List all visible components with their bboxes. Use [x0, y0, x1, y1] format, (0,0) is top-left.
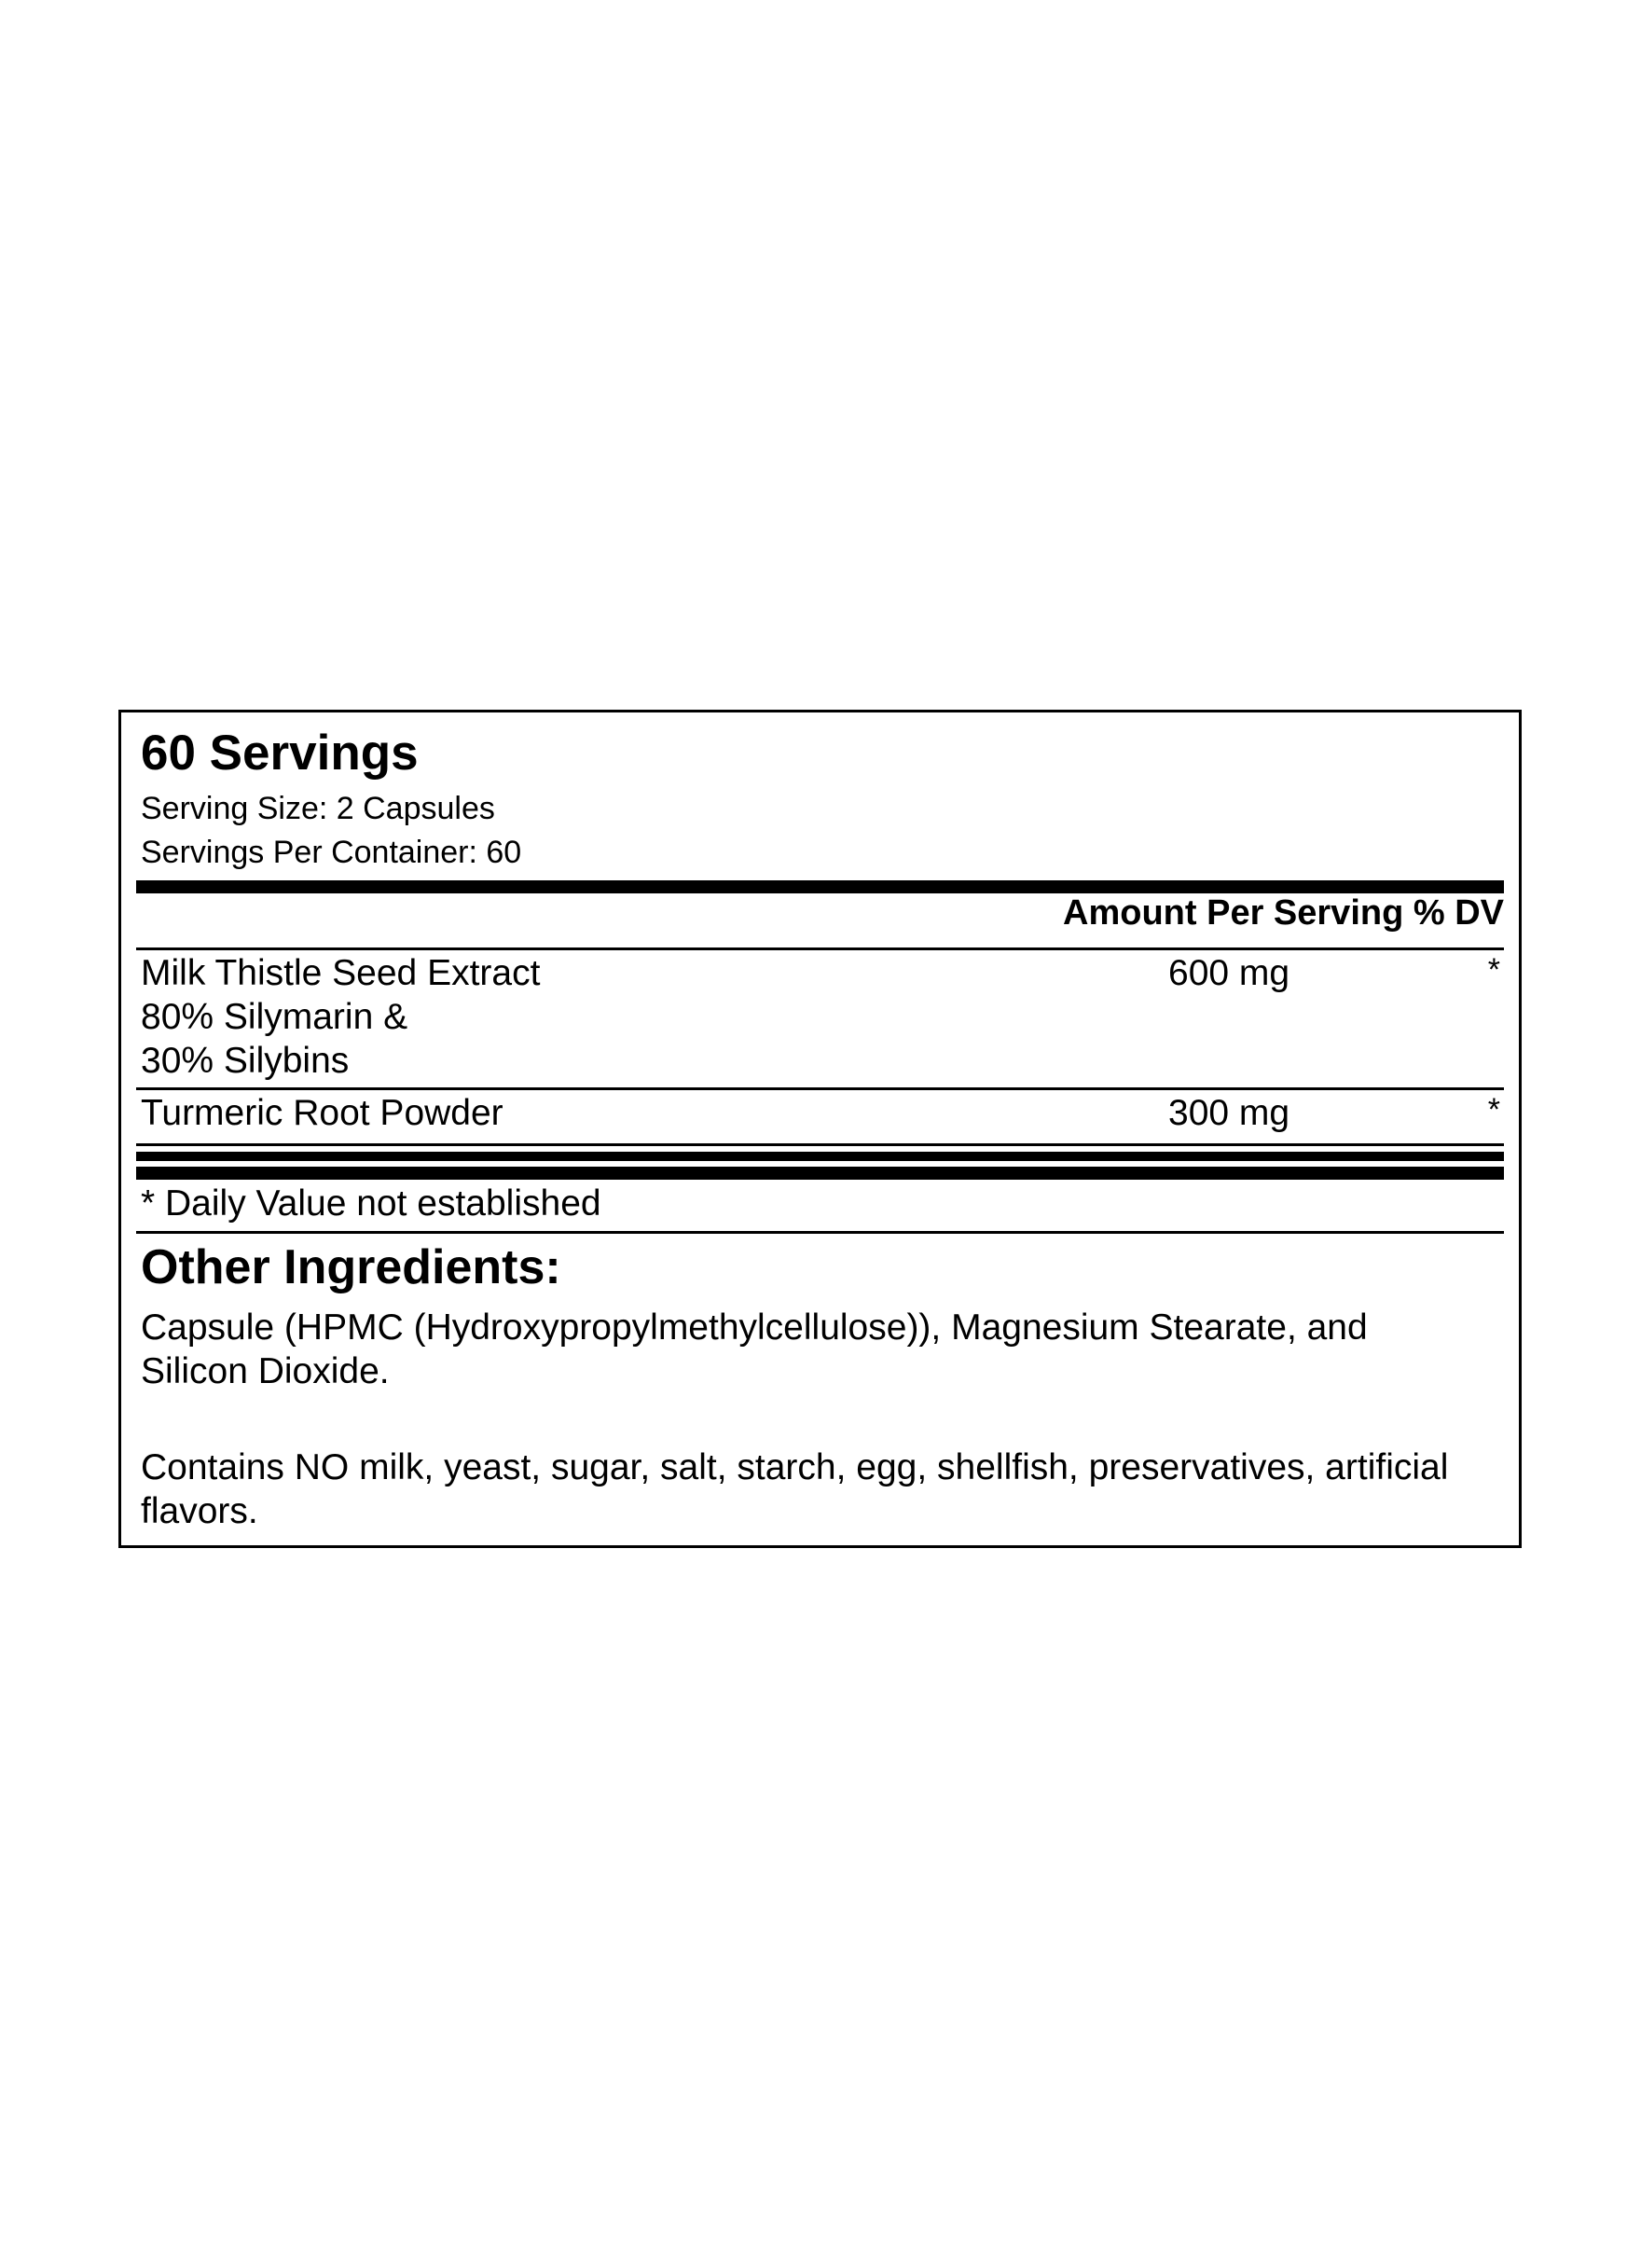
panel-content [136, 712, 1504, 1545]
ingredient-name-turmeric [141, 1091, 503, 1135]
servings-per-container: Servings Per Container: 60 [141, 835, 522, 870]
ingredient-amount-milk-thistle: 600 mg [1168, 953, 1290, 993]
servings-title: 60 Servings [141, 726, 419, 781]
divider-thin-bottom [136, 1143, 1504, 1146]
allergen-statement: Contains NO milk, yeast, sugar, salt, starch, egg, shellfish, preservatives, artificial flavors. [141, 1447, 1449, 1531]
thick-divider-top [136, 880, 1504, 893]
ingredient-dv-turmeric: * [1487, 1092, 1500, 1127]
divider-row [136, 1087, 1504, 1090]
supplement-facts-panel [118, 710, 1522, 1548]
daily-value-footnote: * Daily Value not established [141, 1183, 601, 1224]
other-ingredients-title: Other Ingredients: [141, 1240, 561, 1294]
ingredient-name-line: 80% Silymarin & [141, 997, 408, 1037]
ingredient-name-milk-thistle [141, 951, 540, 1083]
ingredient-name-line: Milk Thistle Seed Extract [141, 953, 541, 993]
thick-divider-bottom [136, 1167, 1504, 1180]
ingredient-amount-turmeric: 300 mg [1168, 1093, 1290, 1133]
serving-size: Serving Size: 2 Capsules [141, 791, 495, 826]
ingredient-dv-milk-thistle: * [1487, 952, 1500, 988]
divider-footnote [136, 1231, 1504, 1234]
other-ingredients-text: Capsule (HPMC (Hydroxypropylmethylcellulose)), Magnesium Stearate, and Silicon Dioxide. [141, 1307, 1368, 1391]
ingredient-name-line: 30% Silybins [141, 1041, 350, 1081]
column-header: Amount Per Serving % DV [1063, 893, 1504, 933]
ingredient-name-line: Turmeric Root Powder [141, 1093, 503, 1133]
divider-header [136, 947, 1504, 950]
thick-divider-middle [136, 1152, 1504, 1161]
